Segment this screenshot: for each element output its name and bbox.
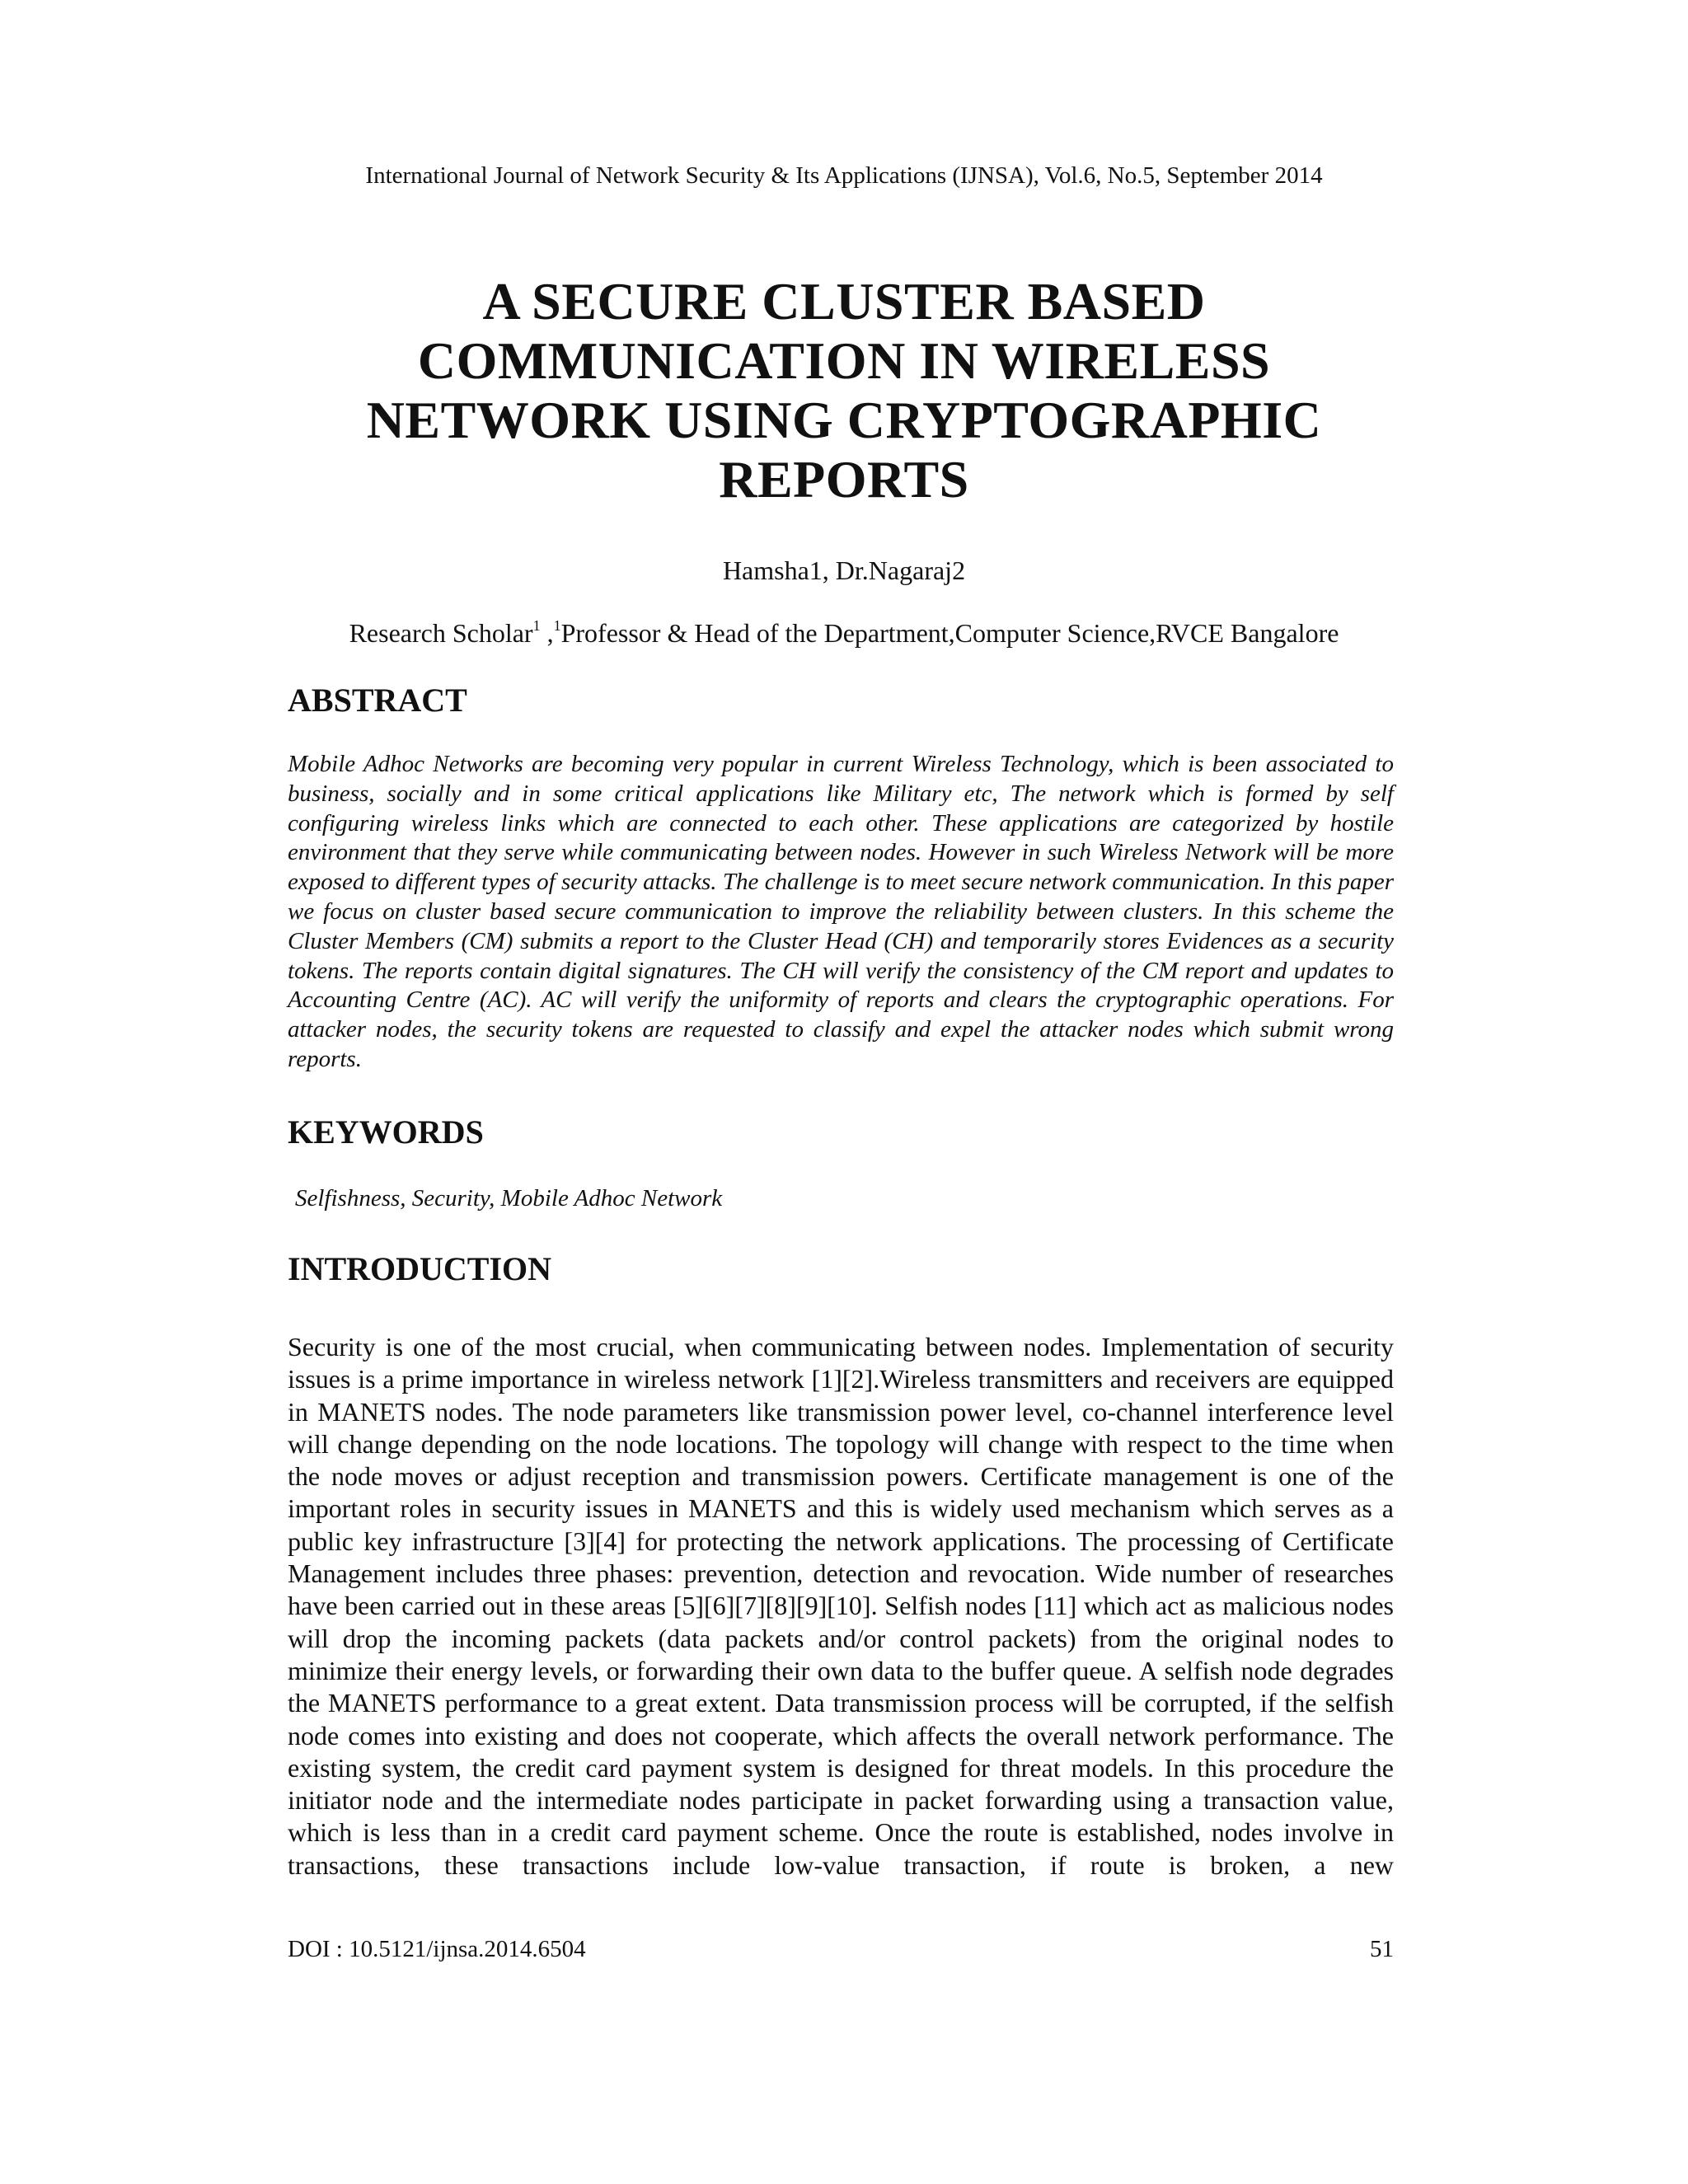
introduction-heading: INTRODUCTION — [288, 1250, 552, 1287]
affiliation-part-3: Professor & Head of the Department,Computer Science,RVCE Bangalore — [560, 618, 1339, 648]
affiliation-sup-1: 1 — [532, 617, 541, 634]
introduction-body: Security is one of the most crucial, when communicating between nodes. Implementation of security issues is a prime importance in wireless network [1][2].Wireless transmitters and receivers are equipped in MANETS nodes. The node parameters like transmission power level, co-channel interference level will change depending on the node locations. The topology will change with respect to the time when the node moves or adjust reception and transmission powers. Certificate management is one of the important roles in security issues in MANETS and this is widely used mechanism which serves as a public key infrastructure [3][4] for protecting the network applications. The processing of Certificate Management includes three phases: prevention, detection and revocation. Wide number of researches have been carried out in these areas [5][6][7][8][9][10]. Selfish nodes [11] which act as malicious nodes will drop the incoming packets (data packets and/or control packets) from the original nodes to minimize their energy levels, or forwarding their own data to the buffer queue. A selfish node degrades the MANETS performance to a great extent. Data transmission process will be corrupted, if the selfish node comes into existing and does not cooperate, which affects the overall network performance. The existing system, the credit card payment system is designed for threat models. In this procedure the initiator node and the intermediate nodes participate in packet forwarding using a transaction value, which is less than in a credit card payment scheme. Once the route is established, nodes involve in transactions, these transactions include low-value transaction, if route is broken, a new — [288, 1332, 1394, 1880]
paper-title — [267, 272, 1421, 509]
title-line-4: REPORTS — [719, 450, 969, 509]
running-header: International Journal of Network Security & Its Applications (IJNSA), Vol.6, No.5, September 2014 — [365, 162, 1323, 189]
title-line-1: A SECURE CLUSTER BASED — [482, 272, 1206, 330]
author-list: Hamsha1, Dr.Nagaraj2 — [722, 555, 966, 585]
keywords-body: Selfishness, Security, Mobile Adhoc Network — [295, 1185, 723, 1212]
affiliation-part-2: , — [540, 618, 554, 648]
affiliation-part-1: Research Scholar — [349, 618, 533, 648]
page-number: 51 — [1370, 1936, 1394, 1962]
abstract-heading: ABSTRACT — [288, 682, 467, 719]
keywords-heading: KEYWORDS — [288, 1113, 484, 1151]
abstract-body: Mobile Adhoc Networks are becoming very popular in current Wireless Technology, which is been associated to business, socially and in some critical applications like Military etc, The network which is formed by self configuring wireless links which are connected to each other. These applications are categorized by hostile environment that they serve while communicating between nodes. However in such Wireless Network will be more exposed to different types of security attacks. The challenge is to meet secure network communication. In this paper we focus on cluster based secure communication to improve the reliability between clusters. In this scheme the Cluster Members (CM) submits a report to the Cluster Head (CH) and temporarily stores Evidences as a security tokens. The reports contain digital signatures. The CH will verify the consistency of the CM report and updates to Accounting Centre (AC). AC will verify the uniformity of reports and clears the cryptographic operations. For attacker nodes, the security tokens are requested to classify and expel the attacker nodes which submit wrong reports. — [288, 751, 1394, 1072]
affiliation-sup-2: 1 — [553, 617, 561, 634]
affiliation — [0, 615, 1688, 651]
title-line-2: COMMUNICATION IN WIRELESS — [417, 331, 1271, 390]
footer-doi: DOI : 10.5121/ijnsa.2014.6504 — [288, 1936, 586, 1962]
title-line-3: NETWORK USING CRYPTOGRAPHIC — [366, 391, 1322, 449]
